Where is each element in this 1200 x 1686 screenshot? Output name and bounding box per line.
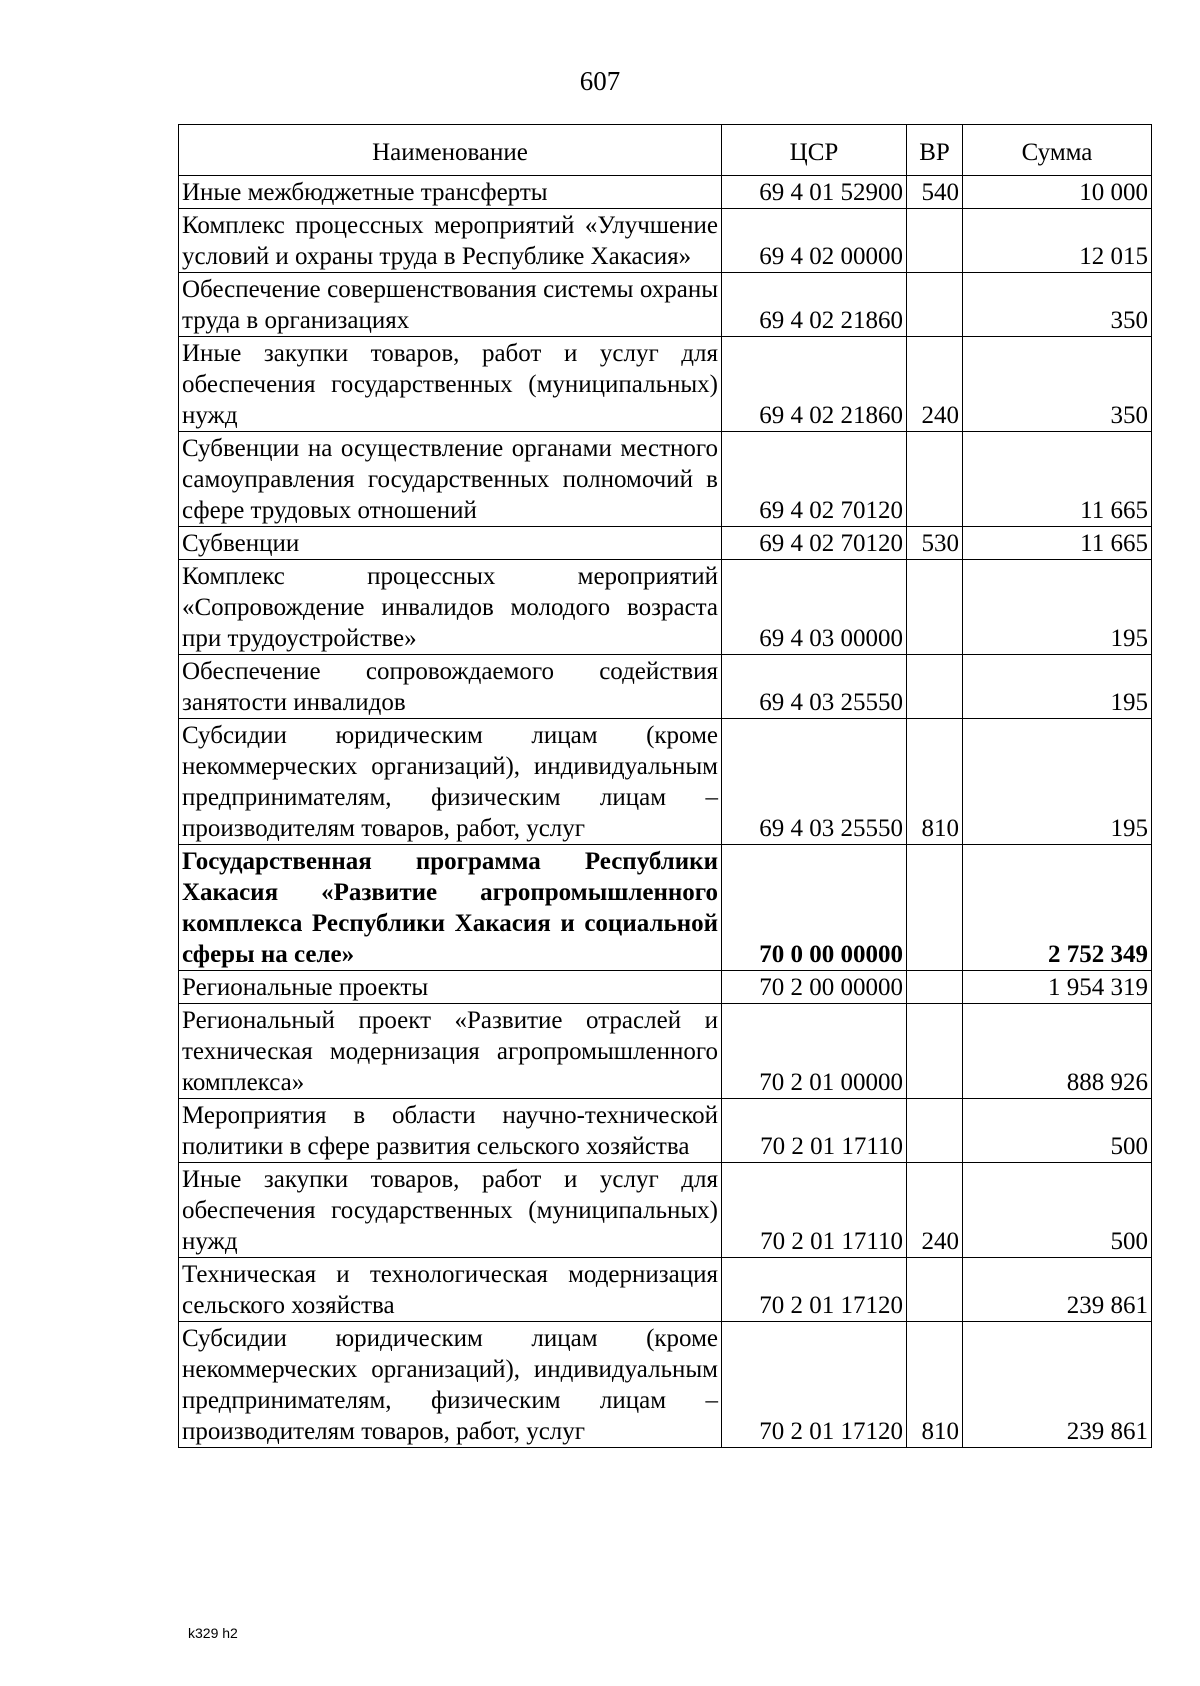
cell-name: Субсидии юридическим лицам (кроме некоммерческих организаций), индивидуальным предпринимателям, физическим лицам – производителям товаров, работ, услуг [179, 719, 722, 845]
cell-name: Субвенции на осуществление органами местного самоуправления государственных полномочий в сфере трудовых отношений [179, 432, 722, 527]
cell-csr: 69 4 01 52900 [722, 176, 907, 209]
cell-sum: 2 752 349 [963, 845, 1152, 971]
cell-sum: 500 [963, 1099, 1152, 1163]
table-row [179, 527, 1152, 560]
cell-name: Техническая и технологическая модернизация сельского хозяйства [179, 1258, 722, 1322]
table-body [179, 176, 1152, 1448]
table-row [179, 560, 1152, 655]
cell-vr [907, 1004, 963, 1099]
footer-code: k329 h2 [188, 1625, 238, 1641]
header-csr: ЦСР [722, 125, 907, 176]
table-row [179, 1004, 1152, 1099]
cell-name: Региональные проекты [179, 971, 722, 1004]
cell-vr [907, 209, 963, 273]
cell-sum: 1 954 319 [963, 971, 1152, 1004]
cell-vr [907, 1099, 963, 1163]
cell-vr [907, 655, 963, 719]
cell-vr: 540 [907, 176, 963, 209]
cell-csr: 70 2 01 17120 [722, 1322, 907, 1448]
cell-name: Обеспечение сопровождаемого содействия занятости инвалидов [179, 655, 722, 719]
cell-name: Субвенции [179, 527, 722, 560]
header-vr: ВР [907, 125, 963, 176]
cell-vr: 810 [907, 1322, 963, 1448]
cell-name: Региональный проект «Развитие отраслей и техническая модернизация агропромышленного комплекса» [179, 1004, 722, 1099]
cell-csr: 70 2 01 00000 [722, 1004, 907, 1099]
header-name: Наименование [179, 125, 722, 176]
cell-sum: 350 [963, 337, 1152, 432]
table-row [179, 1099, 1152, 1163]
table-row [179, 209, 1152, 273]
cell-csr: 70 2 01 17120 [722, 1258, 907, 1322]
cell-csr: 70 0 00 00000 [722, 845, 907, 971]
table-row [179, 273, 1152, 337]
table-row [179, 1258, 1152, 1322]
cell-name: Иные межбюджетные трансферты [179, 176, 722, 209]
cell-name: Мероприятия в области научно-технической политики в сфере развития сельского хозяйства [179, 1099, 722, 1163]
cell-vr: 240 [907, 337, 963, 432]
table-row [179, 176, 1152, 209]
cell-csr: 70 2 01 17110 [722, 1163, 907, 1258]
cell-sum: 239 861 [963, 1322, 1152, 1448]
cell-csr: 70 2 00 00000 [722, 971, 907, 1004]
cell-sum: 10 000 [963, 176, 1152, 209]
cell-sum: 888 926 [963, 1004, 1152, 1099]
cell-vr [907, 1258, 963, 1322]
table-row [179, 432, 1152, 527]
cell-name: Комплекс процессных мероприятий «Сопровождение инвалидов молодого возраста при трудоустройстве» [179, 560, 722, 655]
cell-sum: 500 [963, 1163, 1152, 1258]
cell-vr [907, 432, 963, 527]
cell-sum: 11 665 [963, 432, 1152, 527]
cell-csr: 69 4 03 25550 [722, 719, 907, 845]
cell-csr: 69 4 02 21860 [722, 337, 907, 432]
cell-name: Обеспечение совершенствования системы охраны труда в организациях [179, 273, 722, 337]
budget-table [178, 124, 1152, 1448]
cell-vr [907, 273, 963, 337]
cell-sum: 195 [963, 655, 1152, 719]
cell-vr [907, 560, 963, 655]
cell-name: Иные закупки товаров, работ и услуг для обеспечения государственных (муниципальных) нужд [179, 337, 722, 432]
page-number: 607 [579, 66, 621, 96]
cell-sum: 195 [963, 719, 1152, 845]
table-row [179, 845, 1152, 971]
table-row [179, 1322, 1152, 1448]
cell-name: Государственная программа Республики Хакасия «Развитие агропромышленного комплекса Республики Хакасия и социальной сферы на селе» [179, 845, 722, 971]
cell-sum: 350 [963, 273, 1152, 337]
cell-sum: 12 015 [963, 209, 1152, 273]
cell-csr: 69 4 03 00000 [722, 560, 907, 655]
cell-sum: 195 [963, 560, 1152, 655]
cell-vr [907, 971, 963, 1004]
table-header-row [179, 125, 1152, 176]
cell-csr: 69 4 02 70120 [722, 527, 907, 560]
cell-vr: 530 [907, 527, 963, 560]
cell-vr: 240 [907, 1163, 963, 1258]
cell-vr: 810 [907, 719, 963, 845]
cell-vr [907, 845, 963, 971]
table-row [179, 719, 1152, 845]
header-sum: Сумма [963, 125, 1152, 176]
cell-name: Комплекс процессных мероприятий «Улучшение условий и охраны труда в Республике Хакасия» [179, 209, 722, 273]
cell-csr: 69 4 02 00000 [722, 209, 907, 273]
cell-name: Иные закупки товаров, работ и услуг для обеспечения государственных (муниципальных) нужд [179, 1163, 722, 1258]
table-row [179, 1163, 1152, 1258]
cell-sum: 239 861 [963, 1258, 1152, 1322]
cell-csr: 69 4 02 21860 [722, 273, 907, 337]
cell-csr: 69 4 02 70120 [722, 432, 907, 527]
table-row [179, 971, 1152, 1004]
table-row [179, 655, 1152, 719]
cell-sum: 11 665 [963, 527, 1152, 560]
cell-csr: 69 4 03 25550 [722, 655, 907, 719]
table-row [179, 337, 1152, 432]
cell-name: Субсидии юридическим лицам (кроме некоммерческих организаций), индивидуальным предпринимателям, физическим лицам – производителям товаров, работ, услуг [179, 1322, 722, 1448]
cell-csr: 70 2 01 17110 [722, 1099, 907, 1163]
